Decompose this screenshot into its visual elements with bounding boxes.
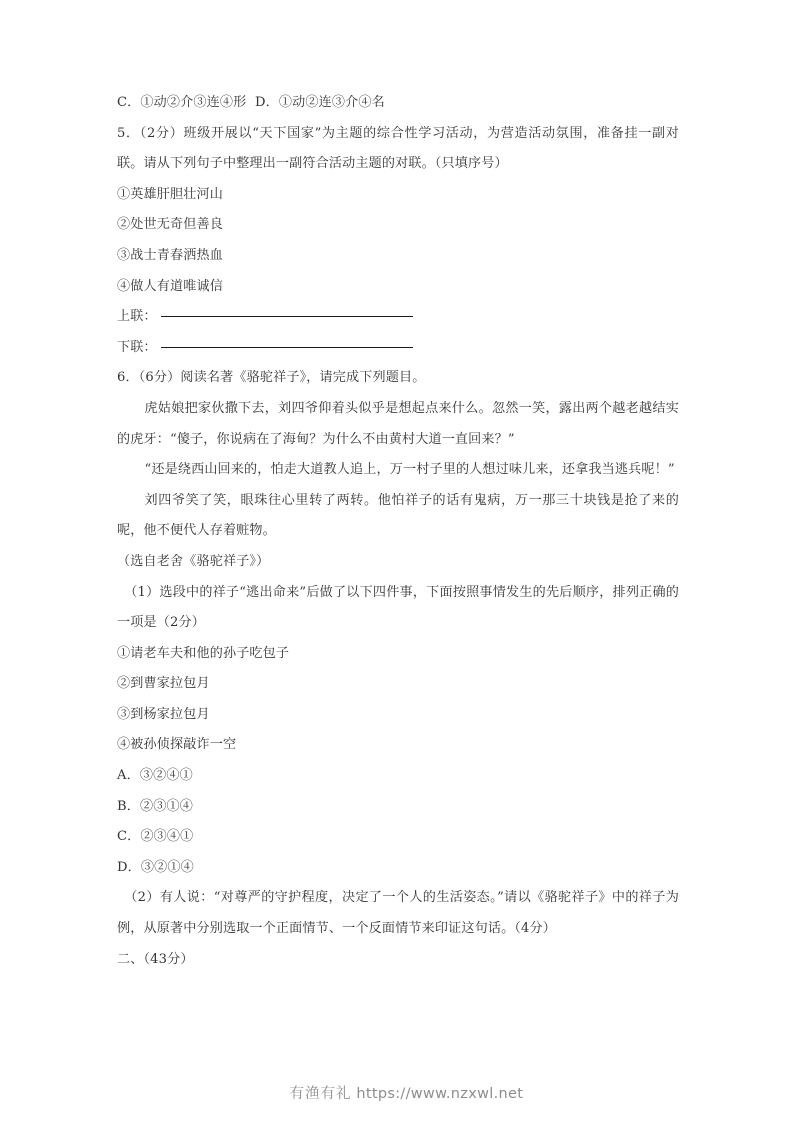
- question6-sub1-event-2: ②到曹家拉包月: [117, 676, 210, 692]
- question6-passage-paragraph-1: 虎姑娘把家伙撒下去，刘四爷仰着头似乎是想起点来什么。忽然一笑，露出两个越老越结实的虎牙：“傻子，你说病在了海甸？为什么不由黄村大道一直回来？”: [117, 400, 679, 447]
- question6-passage-source: （选自老舍《骆驼祥子》）: [117, 553, 270, 569]
- question6-sub1-option-b[interactable]: B．②③①④: [117, 798, 193, 814]
- question6-passage-paragraph-2: “还是绕西山回来的，怕走大道教人追上，万一村子里的人想过味儿来，还拿我当逃兵呢！”: [144, 462, 675, 478]
- question6-sub1-option-a[interactable]: A．③②④①: [117, 768, 193, 784]
- shanglian-label: 上联：: [117, 309, 157, 325]
- question5-choice-1: ①英雄肝胆壮河山: [117, 186, 223, 202]
- question6-sub1-event-4: ④被孙侦探敲诈一空: [117, 737, 237, 753]
- question6-sub1-event-3: ③到杨家拉包月: [117, 706, 210, 722]
- question4-options-tail: C．①动②介③连④形 D．①动②连③介④名: [117, 95, 385, 110]
- section-two-heading: 二、（43分）: [117, 951, 194, 967]
- question6-sub1-option-d[interactable]: D．③②①④: [117, 859, 194, 875]
- exam-content-body: [117, 88, 679, 975]
- watermark-url: https://www.nzxwl.net: [356, 1086, 524, 1102]
- question5-answer-row-shanglian: [117, 302, 679, 333]
- question6-sub2-stem: （2）有人说：“对尊严的守护程度，决定了一个人的生活姿态。”请以《骆驼祥子》中的祥子为例，从原著中分别选取一个正面情节、一个反面情节来印证这句话。（4分）: [117, 890, 679, 937]
- shanglian-answer-blank[interactable]: [161, 316, 413, 317]
- question5-choice-3: ③战士青春洒热血: [117, 247, 223, 263]
- question6-sub1-stem: （1）选段中的祥子“逃出命来”后做了以下四件事，下面按照事情发生的先后顺序，排列正确的一项是（2分）: [117, 584, 679, 631]
- question5-choice-2: ②处世无奇但善良: [117, 217, 223, 233]
- question6-stem: 6．（6分）阅读名著《骆驼祥子》，请完成下列题目。: [117, 370, 426, 386]
- question6-sub1-event-1: ①请老车夫和他的孙子吃包子: [117, 645, 290, 661]
- question6-passage-paragraph-3: 刘四爷笑了笑，眼珠往心里转了两转。他怕祥子的话有鬼病，万一那三十块钱是抢了来的呢，他不便代人存着赃物。: [117, 492, 679, 539]
- watermark-brand: 有渔有礼: [289, 1086, 352, 1102]
- xialian-answer-blank[interactable]: [161, 347, 413, 348]
- question5-answer-row-xialian: [117, 333, 679, 364]
- xialian-label: 下联：: [117, 339, 157, 355]
- question5-stem: 5．（2分）班级开展以“天下国家”为主题的综合性学习活动，为营造活动氛围，准备挂一副对联。请从下列句子中整理出一副符合活动主题的对联。（只填序号）: [117, 125, 679, 172]
- question5-choice-4: ④做人有道唯诚信: [117, 278, 223, 294]
- site-watermark: [0, 1066, 793, 1119]
- question6-sub1-option-c[interactable]: C．②③④①: [117, 829, 194, 845]
